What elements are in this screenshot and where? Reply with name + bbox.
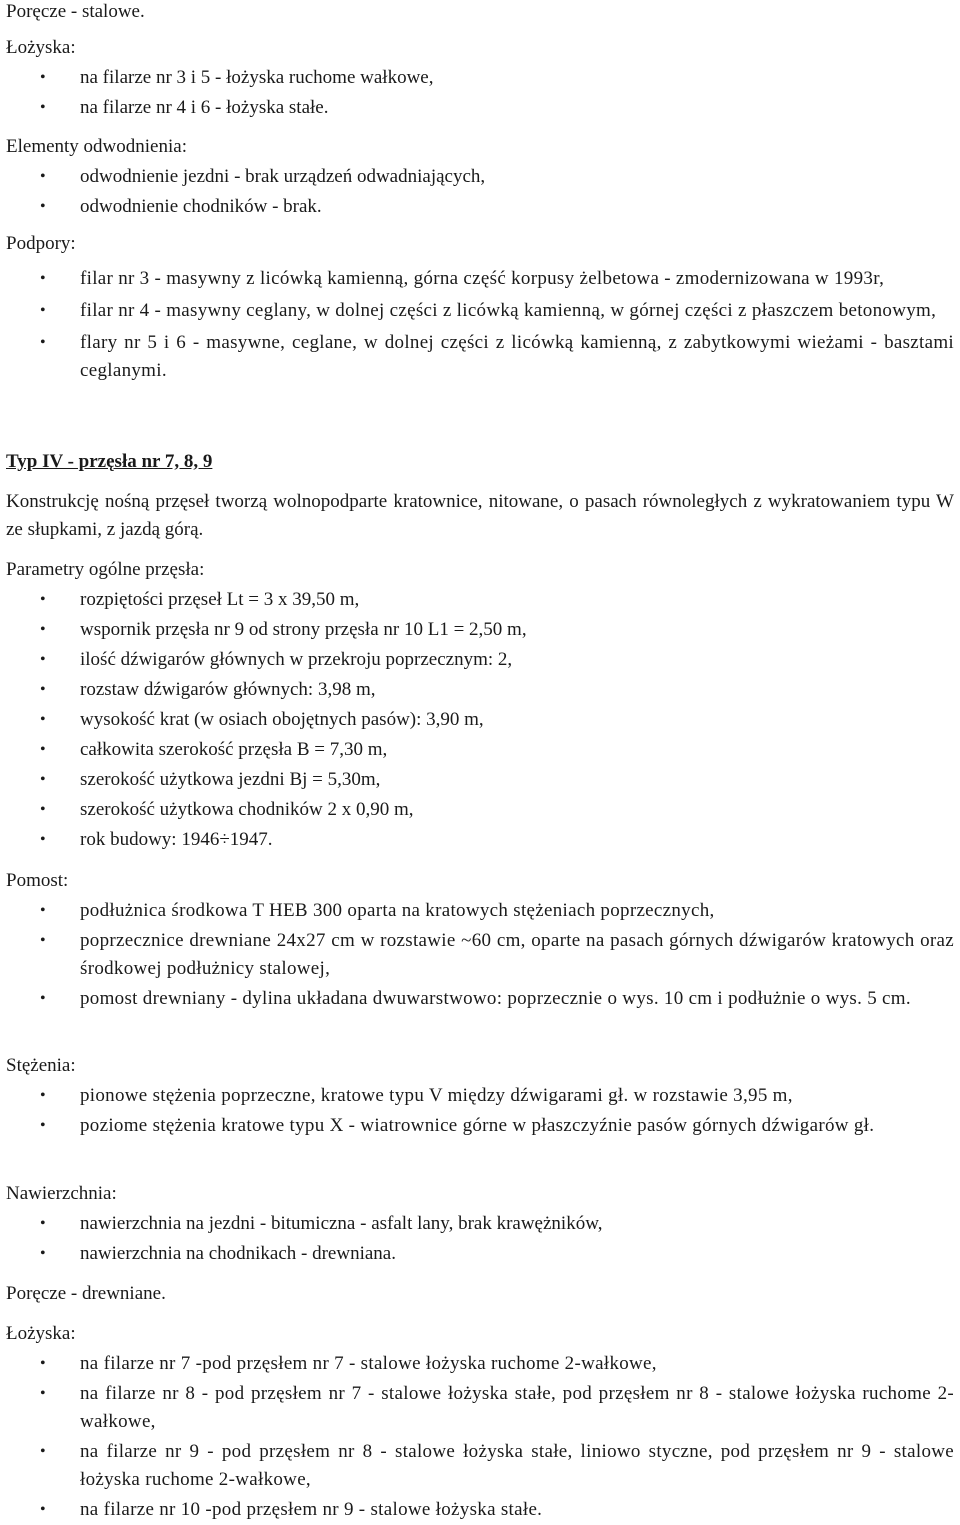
list-item: • nawierzchnia na chodnikach - drewniana. <box>0 1240 954 1268</box>
list-item: • nawierzchnia na jezdni - bitumiczna - asfalt lany, brak krawężników, <box>0 1210 954 1238</box>
stezenia-list <box>0 1082 954 1140</box>
list-item: • rok budowy: 1946÷1947. <box>0 826 954 854</box>
list-item: • poziome stężenia kratowe typu X - wiatrownice górne w płaszczyźnie pasów górnych dźwigarów gł. <box>0 1112 954 1140</box>
lozyska-list-2 <box>0 1350 954 1524</box>
porecze-drewniane: Poręcze - drewniane. <box>6 1283 166 1304</box>
list-item: • całkowita szerokość przęsła B = 7,30 m, <box>0 736 954 764</box>
parametry-list <box>0 586 954 854</box>
list-item: • pionowe stężenia poprzeczne, kratowe typu V między dźwigarami gł. w rozstawie 3,95 m, <box>0 1082 954 1110</box>
list-item: • ilość dźwigarów głównych w przekroju poprzecznym: 2, <box>0 646 954 674</box>
nawierzchnia-label: Nawierzchnia: <box>6 1183 117 1204</box>
list-item: • na filarze nr 3 i 5 - łożyska ruchome wałkowe, <box>0 64 954 92</box>
list-item: • na filarze nr 10 -pod przęsłem nr 9 - stalowe łożyska stałe. <box>0 1496 954 1524</box>
list-item: • pomost drewniany - dylina układana dwuwarstwowo: poprzecznie o wys. 10 cm i podłużnie o wys. 5 cm. <box>0 985 954 1013</box>
list-item: • wysokość krat (w osiach obojętnych pasów): 3,90 m, <box>0 706 954 734</box>
list-item: • flary nr 5 i 6 - masywne, ceglane, w dolnej części z licówką kamienną, z zabytkowymi wieżami - basztami ceglanymi. <box>0 329 954 385</box>
porecze-stalowe: Poręcze - stalowe. <box>6 1 145 22</box>
list-item: • na filarze nr 4 i 6 - łożyska stałe. <box>0 94 954 122</box>
list-item: • wspornik przęsła nr 9 od strony przęsła nr 10 L1 = 2,50 m, <box>0 616 954 644</box>
list-item: • na filarze nr 8 - pod przęsłem nr 7 - stalowe łożyska stałe, pod przęsłem nr 8 - stalowe łożyska ruchome 2-wałkowe, <box>0 1380 954 1436</box>
odwodnienie-list <box>0 163 954 221</box>
podpory-list <box>0 265 954 385</box>
stezenia-label: Stężenia: <box>6 1055 76 1076</box>
list-item: • szerokość użytkowa jezdni Bj = 5,30m, <box>0 766 954 794</box>
list-item: • odwodnienie chodników - brak. <box>0 193 954 221</box>
list-item: • poprzecznice drewniane 24x27 cm w rozstawie ~60 cm, oparte na pasach górnych dźwigarów kratowych oraz środkowej podłużnicy stalowej, <box>0 927 954 983</box>
parametry-label: Parametry ogólne przęsła: <box>6 559 205 580</box>
lozyska-label-2: Łożyska: <box>6 1323 76 1344</box>
list-item: • filar nr 4 - masywny ceglany, w dolnej części z licówką kamienną, w górnej części z płaszczem betonowym, <box>0 297 954 325</box>
list-item: • podłużnica środkowa T HEB 300 oparta na kratowych stężeniach poprzecznych, <box>0 897 954 925</box>
pomost-list <box>0 897 954 1013</box>
podpory-label: Podpory: <box>6 233 76 254</box>
konstrukcja-paragraph: Konstrukcję nośną przęseł tworzą wolnopodparte kratownice, nitowane, o pasach równoległych z wykratowaniem typu W ze słupkami, z jazdą górą. <box>6 491 954 540</box>
list-item: • odwodnienie jezdni - brak urządzeń odwadniających, <box>0 163 954 191</box>
lozyska-list-1 <box>0 64 954 122</box>
pomost-label: Pomost: <box>6 870 69 891</box>
section-heading-typ-iv: Typ IV - przęsła nr 7, 8, 9 <box>6 451 213 472</box>
list-item: • szerokość użytkowa chodników 2 x 0,90 m, <box>0 796 954 824</box>
list-item: • na filarze nr 9 - pod przęsłem nr 8 - stalowe łożyska stałe, liniowo styczne, pod przęsłem nr 9 - stalowe łożyska ruchome 2-wałkowe, <box>0 1438 954 1494</box>
list-item: • rozpiętości przęseł Lt = 3 x 39,50 m, <box>0 586 954 614</box>
odwodnienie-label: Elementy odwodnienia: <box>6 136 187 157</box>
list-item: • filar nr 3 - masywny z licówką kamienną, górna część korpusy żelbetowa - zmodernizowana w 1993r, <box>0 265 954 293</box>
list-item: • rozstaw dźwigarów głównych: 3,98 m, <box>0 676 954 704</box>
lozyska-label-1: Łożyska: <box>6 37 76 58</box>
nawierzchnia-list <box>0 1210 954 1268</box>
list-item: • na filarze nr 7 -pod przęsłem nr 7 - stalowe łożyska ruchome 2-wałkowe, <box>0 1350 954 1378</box>
